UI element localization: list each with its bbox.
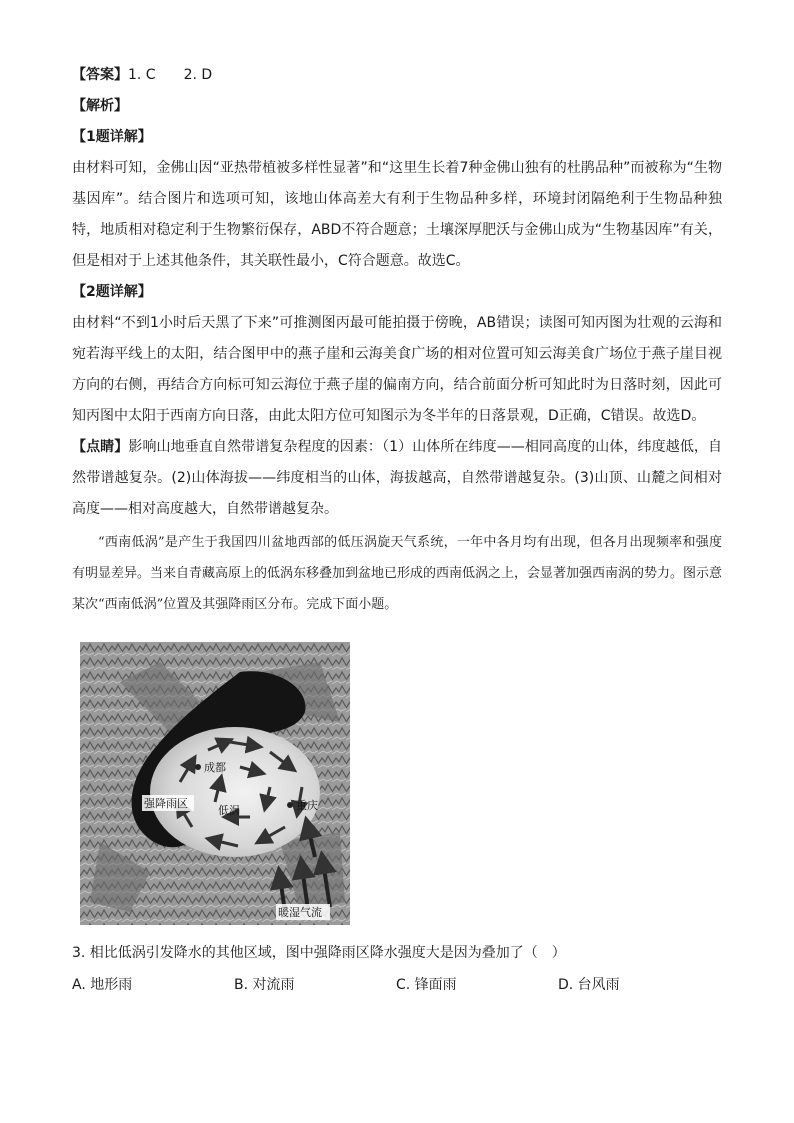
chongqing-marker [287,802,293,808]
question-3: 3. 相比低涡引发降水的其他区域，图中强降雨区降水强度大是因为叠加了（ ） [72,945,566,961]
label-vortex: 低涡 [218,804,240,817]
analysis-label: 【解析】 [72,98,128,114]
option-d[interactable]: D. 台风雨 [558,977,620,993]
q2-label: 【2题详解】 [72,284,152,300]
answer-label: 【答案】 [72,67,128,83]
tip-paragraph [72,432,722,525]
tip-text: 影响山地垂直自然带谱复杂程度的因素：（1）山体所在纬度——相同高度的山体，纬度越低，自然带谱越复杂。(2)山体海拔——纬度相当的山体，海拔越高，自然带谱越复杂。(3)山顶、山麓之间相对高度——相对高度越大，自然带谱越复杂。 [72,439,723,517]
question-stem: “西南低涡”是产生于我国四川盆地西部的低压涡旋天气系统，一年中各月均有出现，但各月出现频率和强度有明显差异。当来自青藏高原上的低涡东移叠加到盆地已形成的西南低涡之上，会显著加强西南涡的势力。图示意某次“西南低涡”位置及其强降雨区分布。完成下面小题。 [72,535,723,612]
option-c[interactable]: C. 锋面雨 [396,977,457,993]
chengdu-marker [195,764,201,770]
label-chengdu: 成都 [204,761,226,774]
southwest-vortex-map [80,642,350,925]
label-warm-air: 暖湿气流 [278,906,322,919]
label-heavy-rain: 强降雨区 [144,797,188,810]
option-a[interactable]: A. 地形雨 [72,977,133,993]
q2-explanation: 由材料“不到1小时后天黑了下来”可推测图丙最可能拍摄于傍晚，AB错误；读图可知丙图为壮观的云海和宛若海平线上的太阳，结合图甲中的燕子崖和云海美食广场的相对位置可知云海美食广场位于燕子崖目视方向的右侧，再结合方向标可知云海位于燕子崖的偏南方向，结合前面分析可知此时为日落时刻，因此可知丙图中太阳于西南方向日落，由此太阳方位可知图示为冬半年的日落景观，D正确，C错误。故选D。 [72,315,722,424]
tip-label: 【点睛】 [72,439,129,455]
answer-text: 1. C 2. D [128,67,213,83]
low-vortex-basin [150,727,320,857]
q1-explanation: 由材料可知，金佛山因“亚热带植被多样性显著”和“这里生长着7种金佛山独有的杜鹃品种”而被称为“生物基因库”。结合图片和选项可知，该地山体高差大有利于生物品种多样，环境封闭隔绝利于生物品种独特，地质相对稳定利于生物繁衍保存，ABD不符合题意；土壤深厚肥沃与金佛山成为“生物基因库”有关，但是相对于上述其他条件，其关联性最小，C符合题意。故选C。 [72,160,722,269]
q1-label: 【1题详解】 [72,129,152,145]
option-b[interactable]: B. 对流雨 [234,977,295,993]
document-page [72,60,722,997]
answer-line [72,60,722,91]
question-3-options [72,973,722,997]
map-image [80,642,350,925]
label-chongqing: 重庆 [296,799,318,812]
